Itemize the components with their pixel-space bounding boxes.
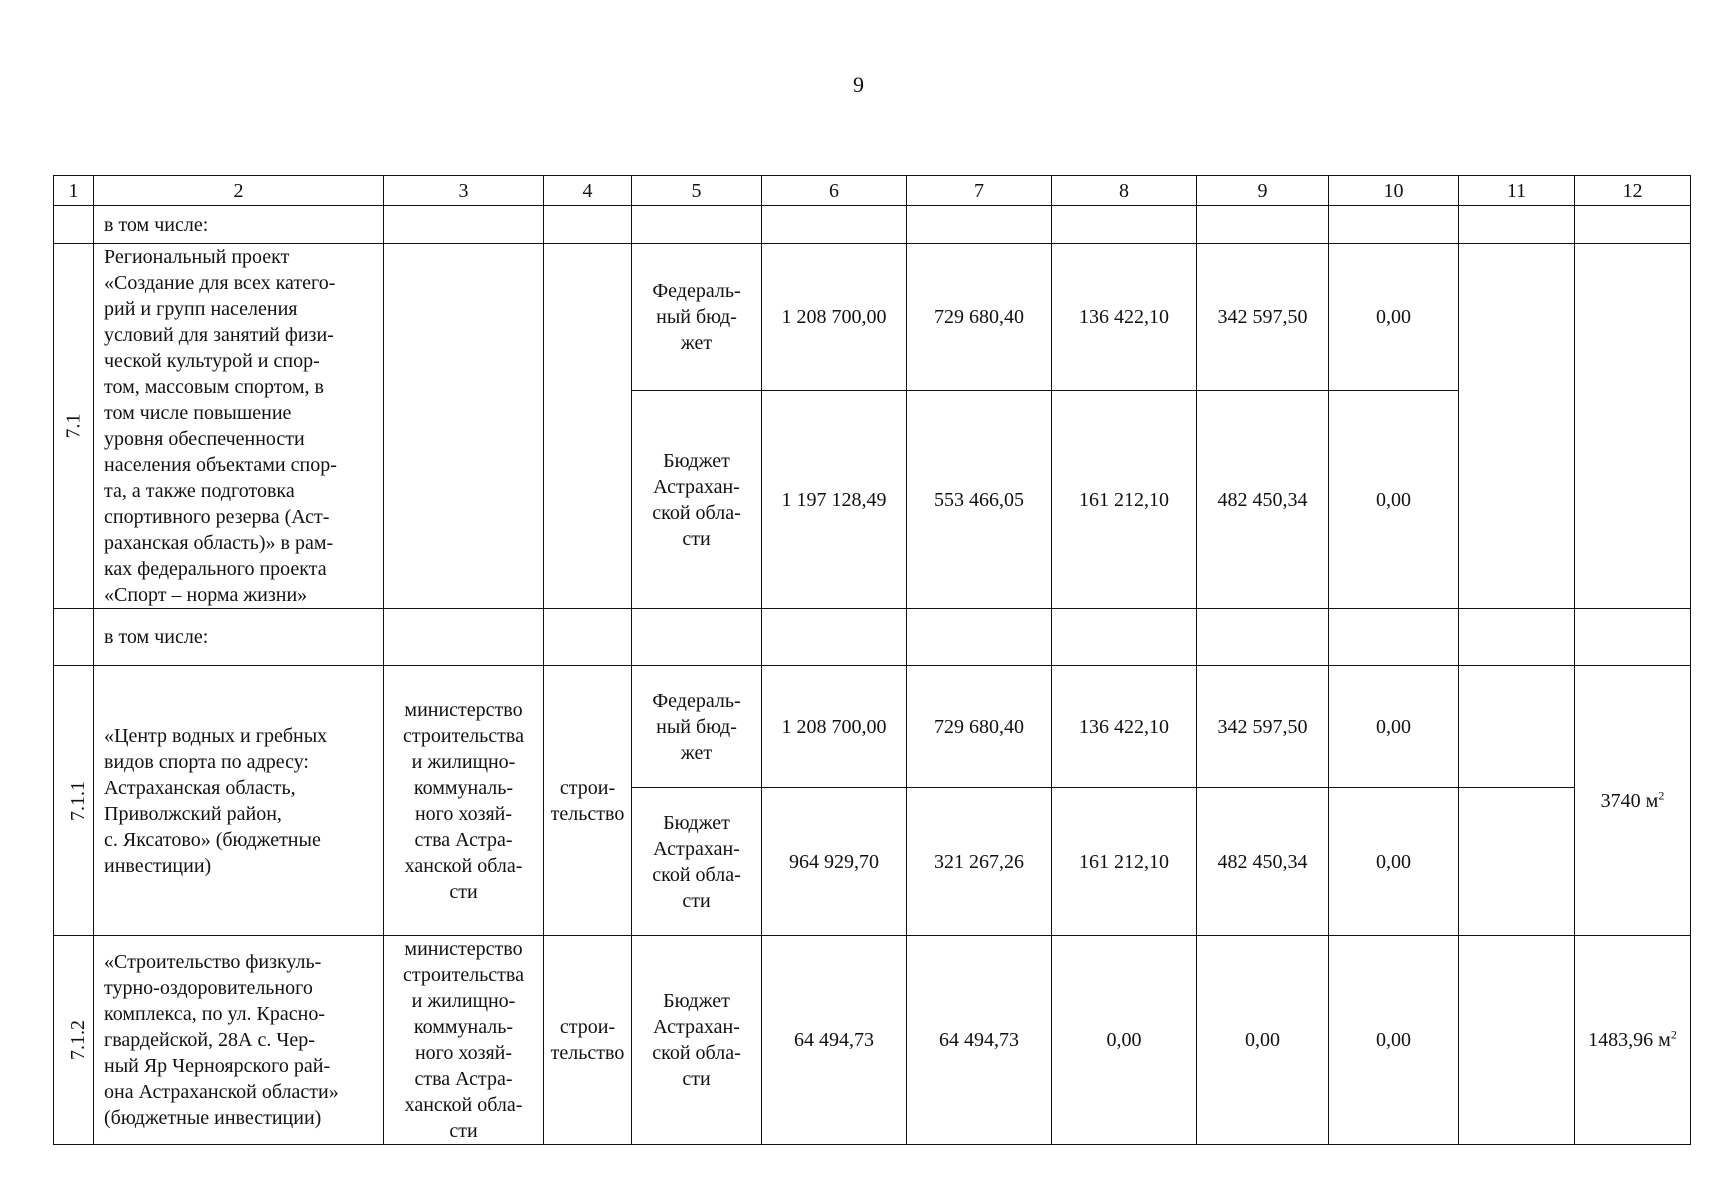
col-header: 6 <box>762 176 907 206</box>
cell-value: 64 494,73 <box>907 936 1052 1145</box>
cell-value: 964 929,70 <box>762 788 907 936</box>
funding-source: Бюджет Астрахан- ской обла- сти <box>632 788 762 936</box>
funding-source: Федераль- ный бюд- жет <box>632 666 762 788</box>
col-header: 8 <box>1052 176 1197 206</box>
cell-value: 0,00 <box>1329 788 1459 936</box>
cell-value: 1 208 700,00 <box>762 244 907 391</box>
cell-value: 1 197 128,49 <box>762 391 907 609</box>
work-type: строи- тельство <box>544 936 632 1145</box>
including-label: в том числе: <box>94 609 384 666</box>
row-number: 7.1 <box>54 244 94 609</box>
table-row <box>54 936 1691 1145</box>
cell-value: 0,00 <box>1329 666 1459 788</box>
cell-value: 1 208 700,00 <box>762 666 907 788</box>
area-value: 3740 $м^2$ <box>1575 666 1691 936</box>
budget-table <box>53 175 1691 1145</box>
col-header: 10 <box>1329 176 1459 206</box>
cell-value: 729 680,40 <box>907 666 1052 788</box>
col-header: 2 <box>94 176 384 206</box>
cell-value: 136 422,10 <box>1052 244 1197 391</box>
executor: министерство строительства и жилищно- коммуналь- ного хозяй- ства Астра- ханской обла- сти <box>384 936 544 1145</box>
table-row <box>54 244 1691 391</box>
col-header: 3 <box>384 176 544 206</box>
cell-value: 136 422,10 <box>1052 666 1197 788</box>
cell-value: 161 212,10 <box>1052 788 1197 936</box>
project-name: Региональный проект «Создание для всех катего- рий и групп населения условий для занятий физи- ческой культурой и спор- том, массовым спортом, в том числе повышение уровня обеспеченности населения объектами спор- та, а также подготовка спортивного резерва (Аст- раханская область)» в рам- ках федерального проекта «Спорт – норма жизни» <box>94 244 384 609</box>
page-number: 9 <box>853 72 864 97</box>
table-row <box>54 666 1691 788</box>
project-name: «Центр водных и гребных видов спорта по адресу: Астраханская область, Приволжский район, с. Яксатово» (бюджетные инвестиции) <box>94 666 384 936</box>
cell-value: 553 466,05 <box>907 391 1052 609</box>
col-header: 11 <box>1459 176 1575 206</box>
cell-value: 64 494,73 <box>762 936 907 1145</box>
cell-value: 0,00 <box>1329 391 1459 609</box>
table-row <box>54 609 1691 666</box>
cell-value: 321 267,26 <box>907 788 1052 936</box>
col-header: 9 <box>1197 176 1329 206</box>
executor: министерство строительства и жилищно- коммуналь- ного хозяй- ства Астра- ханской обла- сти <box>384 666 544 936</box>
col-header: 5 <box>632 176 762 206</box>
cell-value: 0,00 <box>1329 244 1459 391</box>
cell-value: 161 212,10 <box>1052 391 1197 609</box>
cell-value: 0,00 <box>1052 936 1197 1145</box>
including-label: в том числе: <box>94 206 384 244</box>
area-value: 1483,96 $м^2$ <box>1575 936 1691 1145</box>
cell-value: 729 680,40 <box>907 244 1052 391</box>
funding-source: Федераль- ный бюд- жет <box>632 244 762 391</box>
cell-value: 342 597,50 <box>1197 244 1329 391</box>
col-header: 4 <box>544 176 632 206</box>
col-header: 12 <box>1575 176 1691 206</box>
cell-value: 482 450,34 <box>1197 788 1329 936</box>
funding-source: Бюджет Астрахан- ской обла- сти <box>632 391 762 609</box>
project-name: «Строительство физкуль- турно-оздоровительного комплекса, по ул. Красно- гвардейской, 28А с. Чер- ный Яр Черноярского рай- она Астраханской области» (бюджетные инвестиции) <box>94 936 384 1145</box>
table-header-row <box>54 176 1691 206</box>
col-header: 7 <box>907 176 1052 206</box>
cell-value: 0,00 <box>1329 936 1459 1145</box>
work-type: строи- тельство <box>544 666 632 936</box>
table-row <box>54 206 1691 244</box>
row-number: 7.1.1 <box>54 666 94 936</box>
col-header: 1 <box>54 176 94 206</box>
row-number: 7.1.2 <box>54 936 94 1145</box>
cell-value: 0,00 <box>1197 936 1329 1145</box>
funding-source: Бюджет Астрахан- ской обла- сти <box>632 936 762 1145</box>
cell-value: 342 597,50 <box>1197 666 1329 788</box>
cell-value: 482 450,34 <box>1197 391 1329 609</box>
